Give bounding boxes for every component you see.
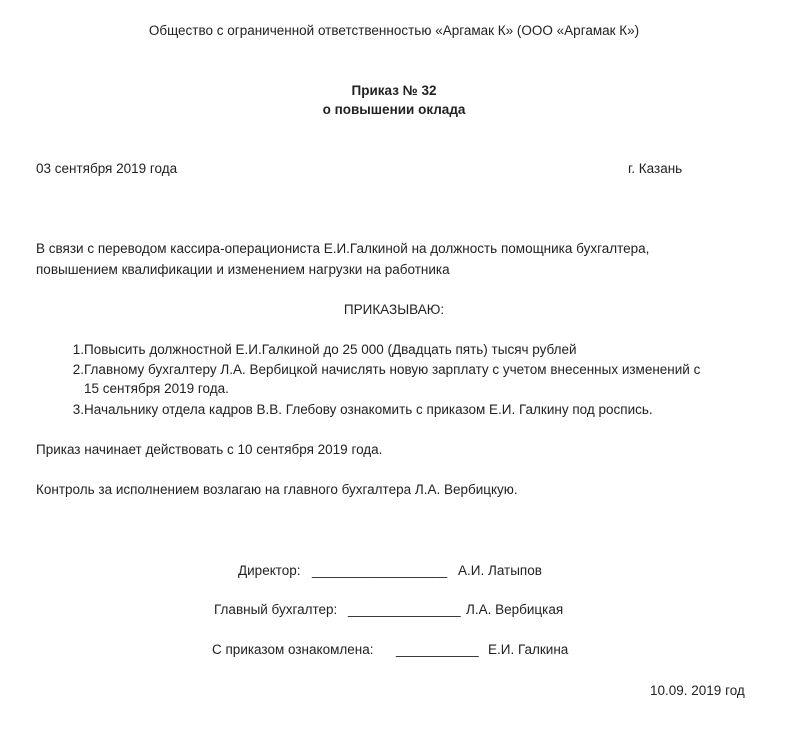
acknowledged-name: Е.И. Галкина: [488, 642, 569, 657]
acknowledged-label: С приказом ознакомлена:: [212, 642, 374, 657]
preamble-line-2: повышением квалификации и изменением нагрузки на работника: [36, 262, 450, 277]
list-number: 2.: [72, 362, 84, 377]
list-item-3: [36, 401, 653, 419]
accountant-label: Главный бухгалтер:: [214, 602, 338, 617]
list-text: Повысить должностной Е.И.Галкиной до 25 000 (Двадцать пять) тысяч рублей: [84, 342, 577, 357]
director-signature-line: __________________: [312, 563, 448, 578]
order-directive: ПРИКАЗЫВАЮ:: [343, 302, 445, 317]
organization-header: Общество с ограниченной ответственностью «Аргамак К» (ООО «Аргамак К»): [148, 23, 640, 38]
order-date: 03 сентября 2019 года: [36, 161, 178, 176]
preamble-line-1: В связи с переводом кассира-операциониста Е.И.Галкиной на должность помощника бухгалтера,: [36, 241, 650, 256]
director-label: Директор:: [238, 563, 301, 578]
list-item-2: [36, 361, 701, 379]
list-text: Начальнику отдела кадров В.В. Глебову ознакомить с приказом Е.И. Галкину под роспись.: [84, 402, 653, 417]
final-date: 10.09. 2019 год: [650, 683, 745, 698]
control-statement: Контроль за исполнением возлагаю на главного бухгалтера Л.А. Вербицкую.: [36, 482, 518, 497]
director-name: А.И. Латыпов: [458, 563, 542, 578]
order-title: Приказ № 32: [351, 83, 437, 98]
accountant-signature-line: _______________: [348, 602, 461, 617]
order-city: г. Казань: [628, 161, 683, 176]
list-number: 1.: [72, 342, 84, 357]
effective-date-statement: Приказ начинает действовать с 10 сентября 2019 года.: [36, 442, 383, 457]
accountant-name: Л.А. Вербицкая: [466, 602, 564, 617]
order-subtitle: о повышении оклада: [322, 102, 466, 117]
list-item-2-continuation: 15 сентября 2019 года.: [84, 381, 229, 396]
list-item-1: [36, 341, 577, 359]
list-number: 3.: [72, 402, 84, 417]
acknowledged-signature-line: ___________: [396, 642, 479, 657]
list-text: Главному бухгалтеру Л.А. Вербицкой начислять новую зарплату с учетом внесенных изменений с: [84, 362, 701, 377]
